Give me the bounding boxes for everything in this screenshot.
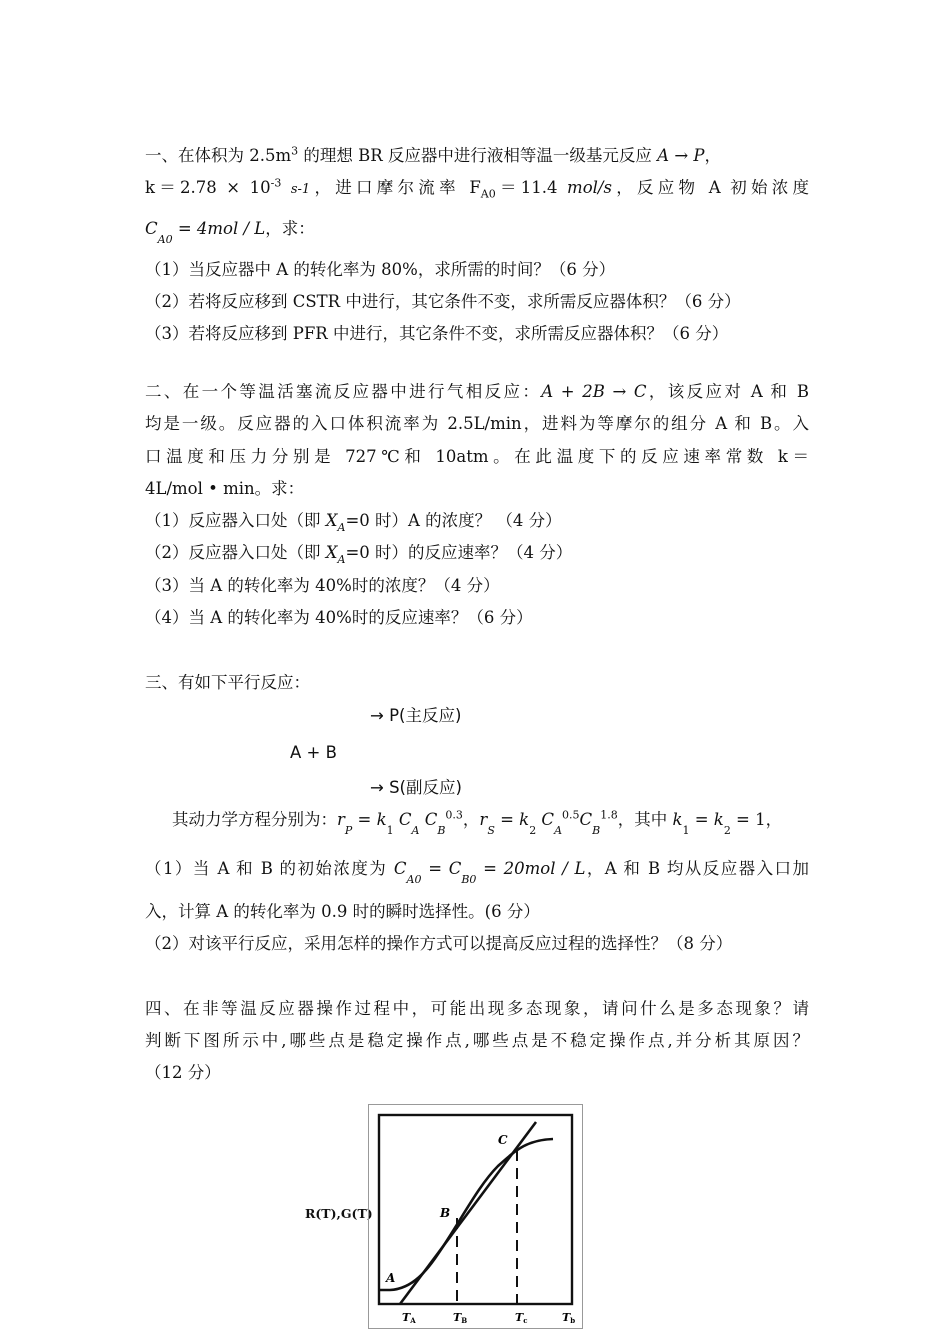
x-tick-sub: b (570, 1316, 576, 1325)
q3-sub: B0 (461, 873, 477, 886)
q3-reactants: A + B (290, 743, 337, 762)
q3-reaction-main: → P(主反应) (370, 706, 462, 725)
q3-item-1 (145, 858, 809, 886)
q3-eq: = k (689, 810, 724, 829)
x-tick-main: T (402, 1311, 411, 1324)
q3-item-2: （2）对该平行反应，采用怎样的操作方式可以提高反应过程的选择性？（8 分） (145, 934, 733, 953)
q1-rate-unit: s-1 (290, 182, 311, 197)
q1-text: 一、在体积为 2.5m (145, 146, 292, 165)
q3-eq: = k (352, 810, 387, 829)
q1-item-3: （3）若将反应移到 PFR 中进行，其它条件不变，求所需反应器体积？（6 分） (145, 324, 729, 343)
q3-conc-value: = 20mol / L (476, 859, 586, 878)
x-tick-sub: B (461, 1316, 468, 1325)
q3-text: （1）当 A 和 B 的初始浓度为 (145, 859, 394, 878)
q3-rate-p: r (337, 810, 345, 829)
q3-sub: S (487, 824, 495, 837)
q2-item-3: （3）当 A 的转化率为 40%时的浓度？（4 分） (145, 576, 500, 595)
q2-line-1 (145, 381, 809, 403)
q3-conc: C (579, 810, 593, 829)
q1-item-2: （2）若将反应移到 CSTR 中进行，其它条件不变，求所需反应器体积？（6 分） (145, 292, 741, 311)
q2-conversion-symbol: X (325, 511, 338, 530)
q1-flow-subscript: A0 (480, 187, 496, 201)
q1-text: ，进口摩尔流率 F (310, 178, 481, 197)
point-label-a: A (386, 1271, 396, 1285)
q3-sub: 2 (529, 824, 537, 837)
x-tick-sub: A (410, 1316, 416, 1325)
q3-sep: ， (462, 810, 480, 829)
q3-sub: A (411, 824, 420, 837)
q2-text: （2）反应器入口处（即 (145, 543, 326, 562)
x-tick-sub: c (523, 1316, 528, 1325)
q4-line-2: 判断下图所示中,哪些点是稳定操作点,哪些点是不稳定操作点,并分析其原因？ (145, 1031, 809, 1050)
q4-line-3: （12 分） (145, 1063, 221, 1082)
q2-line-2: 均是一级。反应器的入口体积流率为 2.5L/min，进料为等摩尔的组分 A 和 B。入 (145, 414, 809, 433)
q3-rate-s: r (479, 810, 488, 829)
q3-exp: 1.8 (600, 808, 618, 822)
q2-conversion-subscript: A (337, 553, 346, 566)
q3-sub: A (554, 824, 563, 837)
q3-conc: C (419, 810, 438, 829)
q2-line-3: 口温度和压力分别是 727℃和 10atm。在此温度下的反应速率常数 k＝ (145, 447, 809, 466)
q2-conversion-subscript: A (337, 521, 346, 534)
q2-text: =0 时）A 的浓度？ （4 分） (345, 511, 562, 530)
x-tick-main: T (562, 1311, 571, 1324)
q1-line-2 (145, 177, 809, 201)
figure-y-axis-label: R(T),G(T) (305, 1206, 373, 1221)
q1-line-1 (145, 145, 809, 167)
q2-text: 二、在一个等温活塞流反应器中进行气相反应： (145, 382, 542, 401)
q1-text: 的理想 BR 反应器中进行液相等温一级基元反应 (298, 146, 658, 165)
q3-reaction-side: → S(副反应) (370, 778, 462, 797)
q3-sub: A0 (406, 873, 422, 886)
x-tick-tc (515, 1311, 527, 1325)
multiplicity-figure (368, 1104, 584, 1330)
x-tick-main: T (453, 1311, 462, 1324)
q3-sub: P (344, 824, 353, 837)
x-tick-ta (402, 1311, 416, 1325)
q3-sub: 1 (386, 824, 394, 837)
q2-item-2 (145, 542, 809, 566)
q1-reaction: A → P (657, 146, 705, 165)
q2-item-1 (145, 510, 809, 534)
q3-k: k (672, 810, 683, 829)
q1-flow-value: ＝11.4 (495, 178, 568, 197)
q1-conc-value: = 4mol / L (172, 219, 266, 238)
x-tick-tb (453, 1311, 467, 1325)
q1-flow-unit: mol/s (567, 178, 612, 197)
x-tick-main: T (515, 1311, 524, 1324)
q3-conc: C (393, 859, 407, 878)
q3-eq: = k (494, 810, 530, 829)
q2-text: ，该反应对 A 和 B (646, 382, 810, 401)
q1-item-1: （1）当反应器中 A 的转化率为 80%，求所需的时间？（6 分） (145, 260, 616, 279)
q3-text: ，A 和 B 均从反应器入口加 (585, 859, 809, 878)
q1-rate-exponent: -3 (270, 176, 282, 190)
q2-text: =0 时）的反应速率？（4 分） (345, 543, 573, 562)
q2-conversion-symbol: X (325, 543, 338, 562)
q3-sub: 1 (682, 824, 690, 837)
q3-item-1-cont: 入，计算 A 的转化率为 0.9 时的瞬时选择性。(6 分） (145, 902, 540, 921)
q3-exp: 0.3 (445, 808, 463, 822)
figure-plot-box (379, 1115, 572, 1304)
q2-line-4: 4L/mol • min。求： (145, 479, 305, 498)
q1-punct: ， (704, 146, 722, 165)
q4-line-1: 四、在非等温反应器操作过程中，可能出现多态现象，请问什么是多态现象？请 (145, 999, 809, 1018)
point-label-c: C (498, 1133, 508, 1147)
q1-text: ，反应物 A 初始浓度 (611, 178, 810, 197)
q1-text: ，求： (265, 219, 315, 238)
q3-text: ，其中 (617, 810, 673, 829)
q2-text: （1）反应器入口处（即 (145, 511, 326, 530)
q1-volume-exponent: 3 (291, 144, 299, 158)
q1-conc-symbol: C (145, 219, 158, 238)
q3-conc: C (536, 810, 555, 829)
q3-kinetics (172, 808, 812, 837)
q1-conc-subscript: A0 (157, 233, 173, 246)
q3-sub: B (592, 824, 601, 837)
q3-sub: B (437, 824, 446, 837)
q1-rate-constant: k＝2.78 × 10 (145, 178, 271, 197)
q3-eq: = C (421, 859, 462, 878)
q2-item-4: （4）当 A 的转化率为 40%时的反应速率？（6 分） (145, 608, 533, 627)
q2-reaction: A + 2B → C (541, 382, 647, 401)
q3-conc: C (393, 810, 412, 829)
q3-k-value: = 1， (730, 810, 783, 829)
q3-text: 其动力学方程分别为： (172, 810, 337, 829)
q3-line-1: 三、有如下平行反应： (145, 673, 310, 692)
q3-sub: 2 (723, 824, 731, 837)
q1-line-3 (145, 218, 809, 246)
heat-removal-line (400, 1122, 536, 1304)
point-label-b: B (440, 1206, 451, 1220)
x-tick-tb-end (562, 1311, 575, 1325)
q3-exp: 0.5 (562, 808, 580, 822)
